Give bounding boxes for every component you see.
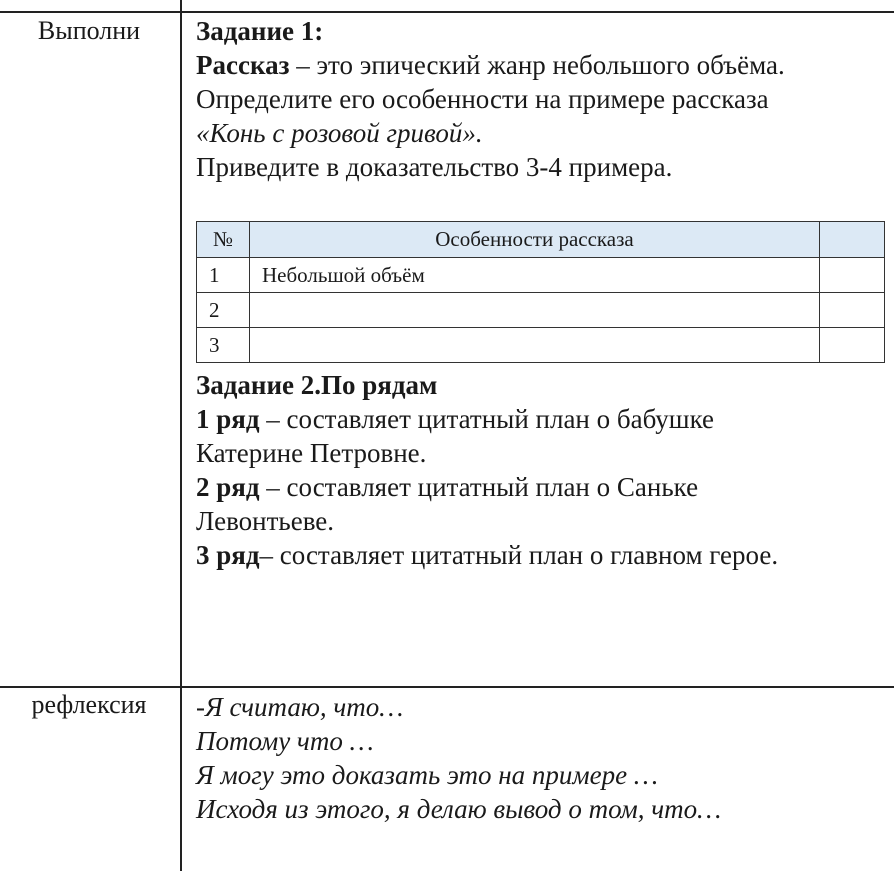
task1-term: Рассказ	[196, 50, 290, 80]
table-column-divider	[180, 0, 182, 871]
task1-story-title: «Конь с розовой гривой».	[196, 118, 483, 148]
reflection-block	[196, 690, 890, 826]
header-features: Особенности рассказа	[250, 222, 820, 258]
table-row	[197, 258, 885, 293]
row-label-reflection: рефлексия	[31, 690, 147, 719]
reflection-line: Исходя из этого, я делаю вывод о том, что…	[196, 794, 722, 824]
task2-item-1: 1 ряд – составляет цитатный план о бабушке	[196, 404, 715, 434]
row-extra[interactable]	[820, 258, 885, 293]
task2-item-3: 3 ряд– составляет цитатный план о главном герое.	[196, 540, 779, 570]
reflection-line: Потому что …	[196, 726, 374, 756]
row-feature[interactable]: Небольшой объём	[250, 258, 820, 293]
task1-examples: Приведите в доказательство 3-4 примера.	[196, 152, 673, 182]
reflection-line: Я могу это доказать это на примере …	[196, 760, 658, 790]
features-table	[196, 221, 885, 363]
task1-block	[196, 14, 890, 184]
task1-heading: Задание 1:	[196, 16, 324, 46]
table-row	[197, 328, 885, 363]
table-row	[197, 293, 885, 328]
row-number: 2	[197, 293, 250, 328]
task2-item-2: 2 ряд – составляет цитатный план о Саньке	[196, 472, 699, 502]
row-feature[interactable]	[250, 293, 820, 328]
task2-block	[196, 368, 890, 572]
task1-definition: Рассказ – это эпический жанр небольшого объёма.	[196, 50, 785, 80]
task1-instruction: Определите его особенности на примере рассказа	[196, 84, 769, 114]
table-border-top	[0, 11, 894, 13]
row-label-execute: Выполни	[37, 16, 141, 45]
table-border-middle	[0, 686, 894, 688]
features-table-header	[197, 222, 885, 258]
row-feature[interactable]	[250, 328, 820, 363]
task2-item-1-cont: Катерине Петровне.	[196, 438, 427, 468]
row-number: 1	[197, 258, 250, 293]
row-number: 3	[197, 328, 250, 363]
reflection-line: -Я считаю, что…	[196, 692, 404, 722]
header-extra	[820, 222, 885, 258]
task2-item-2-cont: Левонтьеве.	[196, 506, 335, 536]
row-extra[interactable]	[820, 293, 885, 328]
row-extra[interactable]	[820, 328, 885, 363]
header-number: №	[197, 222, 250, 258]
task2-heading: Задание 2.По рядам	[196, 370, 438, 400]
